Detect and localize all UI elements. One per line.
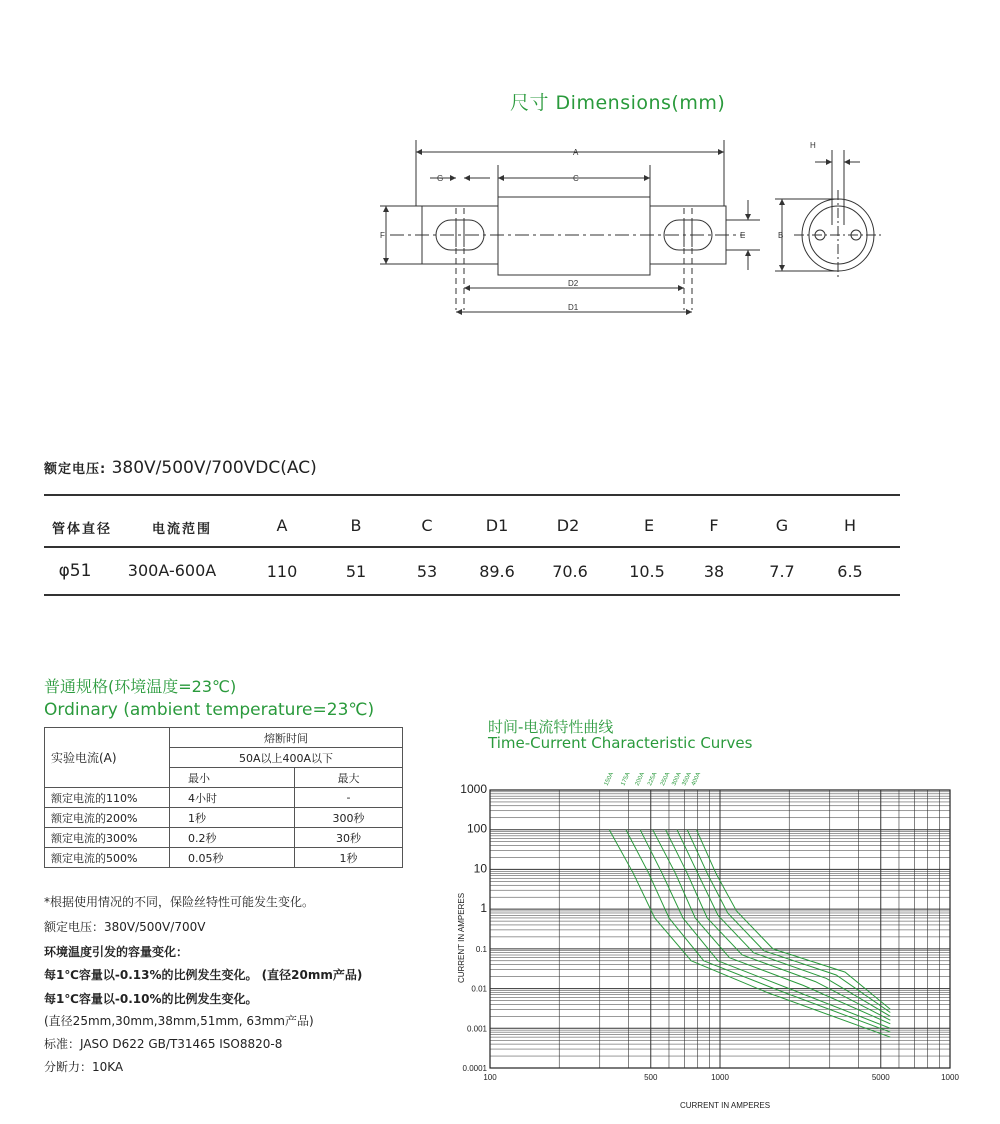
dim-label-a: A [573, 148, 579, 157]
note-line: 额定电压：380V/500V/700V [44, 920, 206, 934]
row-min: 4小时 [170, 788, 295, 808]
header-e: E [643, 516, 655, 535]
table-bottom-rule [44, 594, 900, 596]
y-tick-label: 0.0001 [462, 1064, 487, 1073]
table-row [45, 788, 403, 808]
header-g: G [775, 516, 789, 535]
x-tick-label: 100 [483, 1073, 497, 1082]
curves-title-cn: 时间-电流特性曲线 [488, 718, 614, 736]
series-label: 200A [634, 771, 646, 787]
note-line: 环境温度引发的容量变化： [44, 945, 189, 959]
row-label: 额定电流的110% [45, 788, 170, 808]
row-label: 额定电流的300% [45, 828, 170, 848]
col-max: 最大 [295, 768, 403, 788]
series-label: 250A [659, 771, 672, 787]
note-line: (直径25mm,30mm,38mm,51mm, 63mm产品) [44, 1014, 314, 1028]
header-tube-diameter: 管体直径 [51, 522, 113, 537]
cell-e: 10.5 [629, 562, 665, 581]
cell-c: 53 [416, 562, 438, 581]
rated-voltage-value: 380V/500V/700VDC(AC) [111, 458, 317, 478]
y-tick-label: 0.01 [471, 984, 487, 994]
header-b: B [350, 516, 362, 535]
x-tick-label: 500 [644, 1073, 658, 1082]
header-current-range: 电流范围 [151, 522, 213, 537]
fuse-time-table [44, 727, 403, 868]
col-fuse-time: 熔断时间 [170, 728, 403, 748]
rated-voltage-label: 额定电压: [44, 462, 107, 477]
cell-d1: 89.6 [479, 562, 515, 581]
table-row [45, 828, 403, 848]
series-label: 175A [620, 771, 632, 787]
series-label: 400A [690, 771, 703, 787]
note-line: 分断力：10KA [44, 1060, 124, 1074]
dim-label-g: G [437, 174, 444, 183]
note-line: *根据使用情况的不同，保险丝特性可能发生变化。 [44, 895, 315, 909]
dimension-drawing [370, 130, 910, 330]
cell-g: 7.7 [769, 562, 795, 581]
time-current-chart [440, 770, 970, 1115]
dim-label-b: B [778, 231, 784, 240]
col-test-current: 实验电流(A) [45, 728, 170, 788]
dim-label-f: F [380, 231, 385, 240]
table-top-rule [44, 494, 900, 496]
header-c: C [421, 516, 433, 535]
chart-grid [490, 790, 950, 1068]
chart-y-label: CURRENT IN AMPERES [457, 892, 466, 984]
curves-title-en: Time-Current Characteristic Curves [488, 734, 753, 752]
header-h: H [843, 516, 857, 535]
series-label: 300A [671, 771, 683, 787]
y-tick-label: 0.1 [475, 944, 487, 954]
dimensions-title: 尺寸 Dimensions(mm) [510, 92, 726, 114]
row-label: 额定电流的200% [45, 808, 170, 828]
ordinary-title-cn: 普通规格(环境温度=23℃) [44, 677, 237, 696]
row-min: 0.05秒 [170, 848, 295, 868]
row-max: - [295, 788, 403, 808]
cell-f: 38 [703, 562, 725, 581]
dim-label-d2: D2 [568, 279, 579, 288]
chart-x-label: CURRENT IN AMPERES [679, 1101, 771, 1110]
y-tick-label: 1 [480, 901, 487, 916]
table-mid-rule [44, 546, 900, 548]
note-line: 标准：JASO D622 GB/T31465 ISO8820-8 [44, 1037, 283, 1051]
x-tick-label: 1000 [711, 1073, 729, 1082]
row-max: 300秒 [295, 808, 403, 828]
ordinary-title-en: Ordinary (ambient temperature=23℃) [44, 700, 375, 720]
cell-a: 110 [266, 562, 298, 581]
x-tick-label: 5000 [871, 1073, 890, 1082]
cell-h: 6.5 [837, 562, 863, 581]
note-line: 每1℃容量以-0.10%的比例发生变化。 [44, 992, 258, 1006]
row-min: 0.2秒 [170, 828, 295, 848]
x-tick-label: 1000 [941, 1073, 959, 1082]
cell-b: 51 [345, 562, 367, 581]
header-a: A [276, 516, 288, 535]
header-d2: D2 [556, 516, 580, 535]
table-row [45, 808, 403, 828]
header-d1: D1 [485, 516, 509, 535]
note-line: 每1℃容量以-0.13%的比例发生变化。 (直径20mm产品) [44, 968, 363, 982]
row-max: 1秒 [295, 848, 403, 868]
dim-label-e: E [740, 231, 746, 240]
series-label: 225A [647, 771, 659, 787]
cell-d2: 70.6 [552, 562, 588, 581]
rated-voltage [44, 458, 317, 478]
cell-current-range: 300A-600A [127, 561, 217, 580]
dim-label-c: C [573, 174, 579, 183]
row-min: 1秒 [170, 808, 295, 828]
y-tick-label: 10 [473, 861, 487, 876]
header-f: F [709, 516, 719, 535]
y-tick-label: 100 [466, 821, 487, 836]
series-label: 350A [681, 771, 693, 787]
col-range: 50A以上400A以下 [170, 748, 403, 768]
series-line-150A [609, 830, 890, 1037]
fuse-end-view [775, 150, 882, 280]
row-label: 额定电流的500% [45, 848, 170, 868]
y-tick-label: 0.001 [466, 1024, 487, 1034]
row-max: 30秒 [295, 828, 403, 848]
dim-label-d1: D1 [568, 303, 579, 312]
col-min: 最小 [170, 768, 295, 788]
series-label: 150A [603, 771, 615, 787]
series-line-400A [697, 830, 891, 1010]
cell-diameter: φ51 [58, 561, 92, 581]
table-row [45, 848, 403, 868]
dim-label-h: H [810, 141, 816, 150]
y-tick-label: 1000 [460, 782, 487, 796]
